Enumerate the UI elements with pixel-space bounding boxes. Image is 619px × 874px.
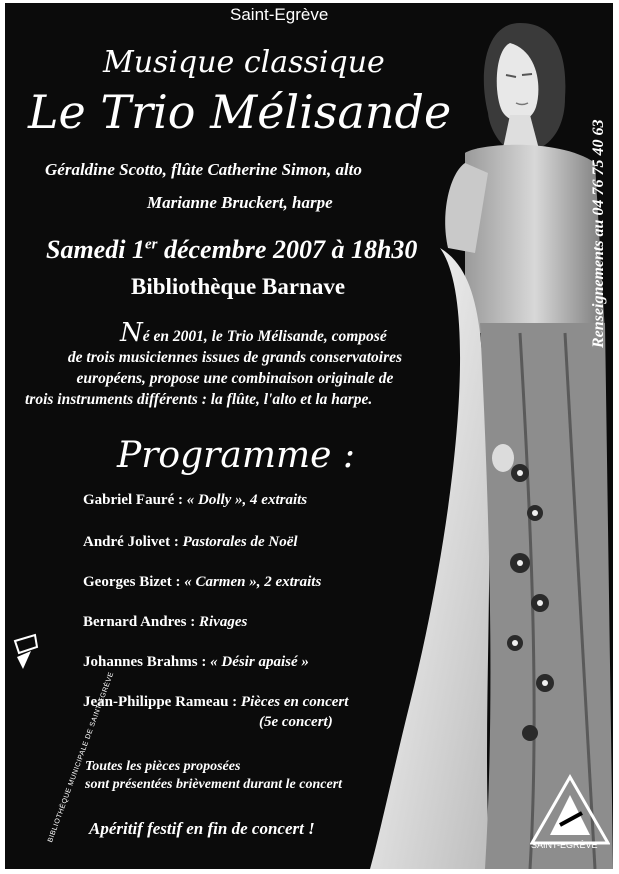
programme-item: Gabriel Fauré : « Dolly », 4 extraits (83, 492, 308, 508)
programme-item: Johannes Brahms : « Désir apaisé » (83, 654, 309, 670)
musicians-line-2: Marianne Bruckert, harpe (147, 193, 333, 212)
description: Né en 2001, le Trio Mélisande, composé de trois musiciennes issues de grands conservatoires européens, propose une combinaison originale de trois instruments différents : la flûte, l'alto et la harpe. (25, 318, 403, 408)
town-logo-label: SAINT-EGRÈVE (531, 840, 598, 850)
contact-phone: Renseignements au 04 76 75 40 63 (590, 119, 607, 348)
note-line-2: sont présentées brièvement durant le concert (85, 777, 343, 792)
event-date: Samedi 1er décembre 2007 à 18h30 (46, 235, 418, 264)
poster (5, 3, 613, 869)
library-name: BIBLIOTHÈQUE MUNICIPALE DE SAINT-EGRÈVE (47, 671, 116, 844)
programme-heading: Programme : (117, 435, 355, 476)
programme-item: Jean-Philippe Rameau : Pièces en concert (83, 694, 349, 710)
programme-item: André Jolivet : Pastorales de Noël (83, 534, 298, 550)
town-name: Saint-Egrève (230, 5, 329, 24)
note-line-1: Toutes les pièces proposées (85, 759, 241, 774)
musicians-line-1: Géraldine Scotto, flûte Catherine Simon, alto (45, 160, 362, 179)
drop-cap: N (120, 318, 143, 348)
aperitif-note: Apéritif festif en fin de concert ! (89, 819, 315, 838)
library-logo-icon (11, 633, 41, 673)
title-line-1: Musique classique (103, 45, 385, 80)
event-venue: Bibliothèque Barnave (131, 274, 346, 299)
title-line-2: Le Trio Mélisande (28, 85, 452, 139)
programme-continuation: (5e concert) (259, 714, 333, 730)
programme-item: Georges Bizet : « Carmen », 2 extraits (83, 574, 322, 590)
programme-item: Bernard Andres : Rivages (83, 614, 248, 630)
